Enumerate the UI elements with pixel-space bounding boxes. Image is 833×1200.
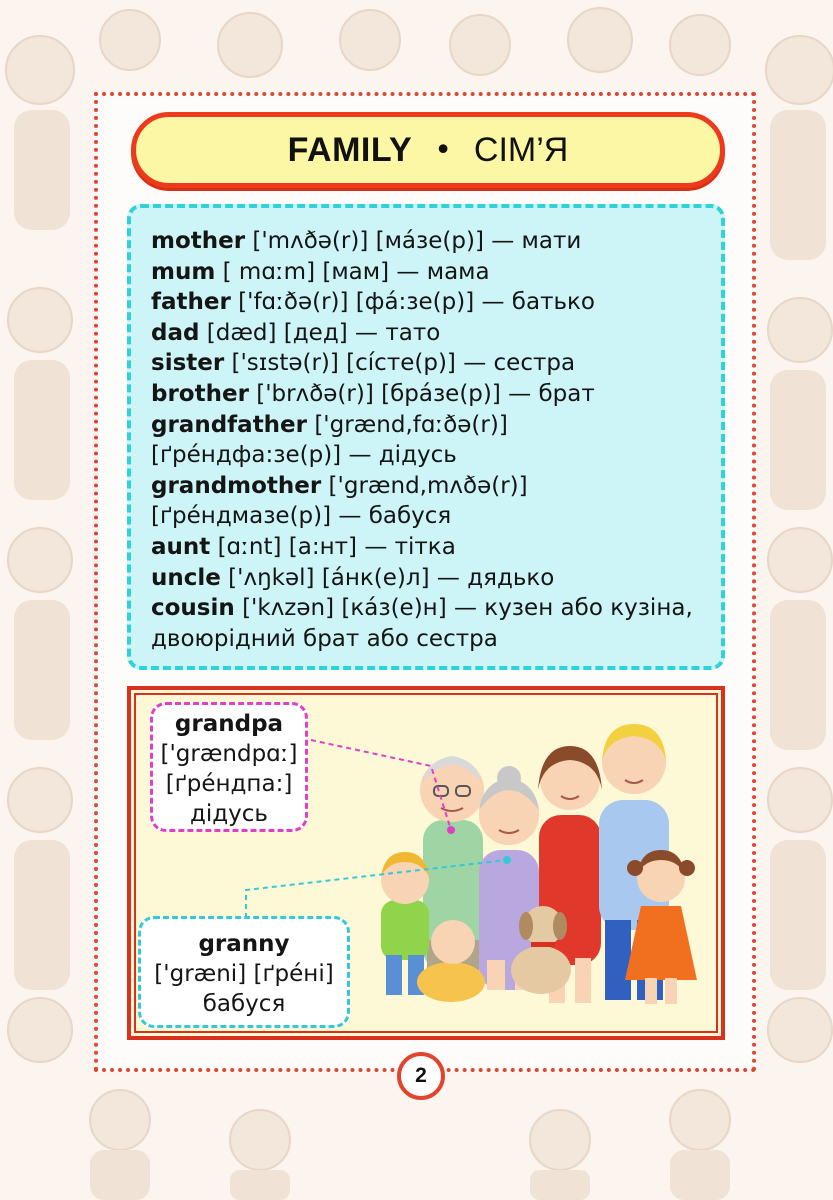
vocab-line: dad [dæd] [дед] — тато: [151, 319, 441, 346]
vocab-line: mum [ mɑːm] [мам] — мама: [151, 258, 490, 285]
vocab-line: grandmother ['grænd,mʌðə(r)]: [151, 472, 528, 499]
vocab-line: [ґре́ндмазе(р)] — бабуся: [151, 503, 452, 530]
vocab-line: aunt [ɑːnt] [а:нт] — тітка: [151, 533, 456, 560]
vocab-line: uncle ['ʌŋkəl] [а́нк(е)л] — дядько: [151, 564, 555, 591]
vocabulary-box: [127, 204, 725, 670]
vocab-line: father ['fɑːðə(r)] [фа́:зе(р)] — батько: [151, 289, 596, 316]
title-separator: •: [434, 132, 452, 168]
vocab-line: cousin ['kʌzən] [ка́з(е)н] — кузен або кузіна,: [151, 595, 693, 622]
grandpa-translation: дідусь: [189, 801, 268, 827]
vocab-line: sister ['sɪstə(r)] [сі́сте(р)] — сестра: [151, 350, 576, 377]
granny-word: granny: [198, 931, 290, 957]
vocab-line: grandfather ['grænd,fɑːðə(r)]: [151, 411, 508, 438]
title-banner: [131, 112, 725, 188]
grandpa-ipa: ['grændpɑː]: [160, 741, 298, 767]
vocab-line: brother ['brʌðə(r)] [бра́зе(р)] — брат: [151, 380, 595, 407]
granny-translation: бабуся: [202, 991, 286, 1017]
grandpa-callout: [150, 702, 308, 832]
page-number: 2: [397, 1052, 445, 1100]
grandpa-translit: [ґре́ндпа:]: [165, 771, 293, 797]
vocab-line: mother ['mʌðə(r)] [ма́зе(р)] — мати: [151, 228, 582, 254]
vocab-line: двоюрідний брат або сестра: [151, 625, 498, 652]
granny-callout: [138, 916, 350, 1028]
grandpa-word: grandpa: [174, 711, 284, 737]
vocab-line: [ґре́ндфа:зе(р)] — дідусь: [151, 442, 457, 469]
granny-ipa: ['græni] [ґре́ні]: [154, 961, 334, 987]
title-english: FAMILY: [287, 130, 413, 169]
title-ukrainian: СІМ’Я: [473, 130, 569, 169]
